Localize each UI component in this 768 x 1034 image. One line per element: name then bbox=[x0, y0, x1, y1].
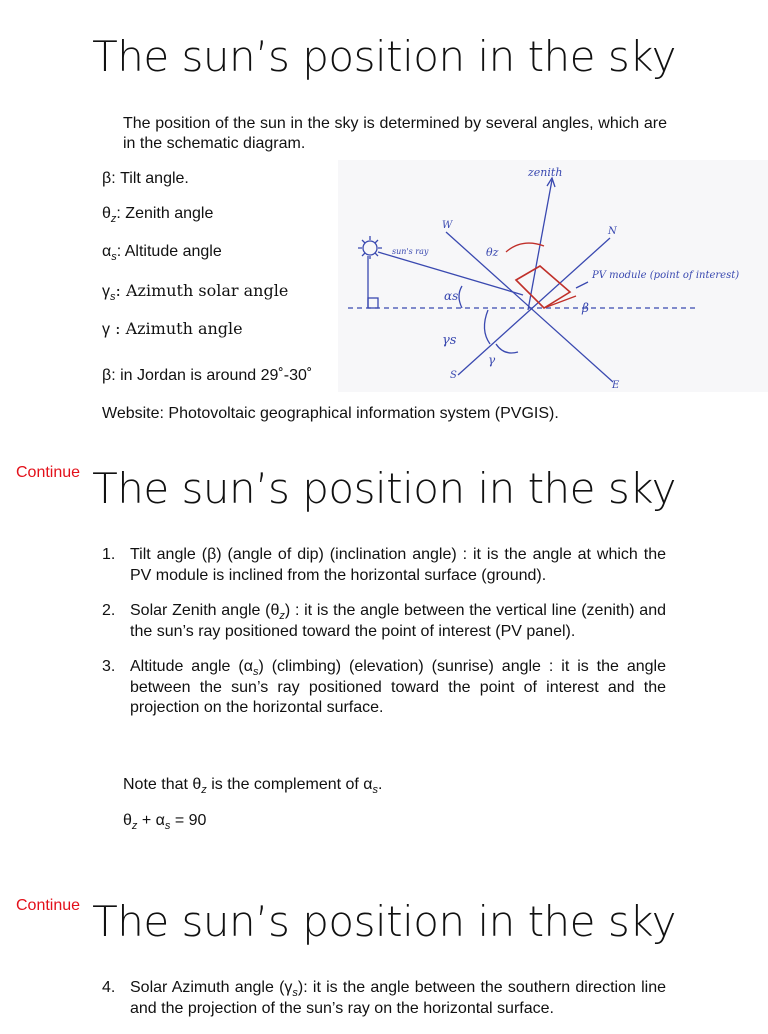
schematic-diagram-svg bbox=[338, 160, 768, 392]
angle-definition-list-continued bbox=[102, 978, 666, 1034]
equation-text: + α bbox=[137, 812, 165, 829]
subscript: s bbox=[164, 820, 171, 832]
definition-text: : Tilt angle. bbox=[111, 170, 189, 187]
pv-module-label: PV module (point of interest) bbox=[592, 270, 740, 281]
website-note: Website: Photovoltaic geographical information system (PVGIS). bbox=[102, 405, 559, 422]
note-text: is the complement of α bbox=[206, 776, 373, 793]
subscript: z bbox=[131, 820, 138, 832]
list-item bbox=[102, 601, 666, 642]
item-number: 4. bbox=[102, 979, 116, 996]
subscript: s bbox=[110, 291, 116, 303]
definition-text: : Zenith angle bbox=[116, 205, 214, 222]
continue-label: Continue bbox=[16, 464, 81, 481]
equation-text: = 90 bbox=[170, 812, 207, 829]
definition-text: : Azimuth solar angle bbox=[115, 281, 289, 300]
subscript: z bbox=[110, 213, 117, 225]
zenith-label: zenith bbox=[528, 166, 563, 179]
slide1-title: The sun’s position in the sky bbox=[92, 32, 676, 81]
west-label: W bbox=[442, 220, 453, 231]
beta-symbol: β bbox=[102, 170, 112, 187]
theta-label: θz bbox=[486, 246, 499, 259]
subscript: z bbox=[201, 784, 207, 796]
item-number: 3. bbox=[102, 658, 116, 675]
definition-azimuth-solar bbox=[102, 281, 288, 301]
item-number: 2. bbox=[102, 602, 116, 619]
equation-text: θ bbox=[123, 812, 132, 829]
item-text: ): it is the angle between the southern direction line and the projection of the sun’s ray on the horizontal surface. bbox=[130, 979, 667, 1017]
item-text: Tilt angle (β) (angle of dip) (inclination angle) : it is the angle at which the PV module is inclined from the horizontal surface (ground). bbox=[130, 546, 666, 584]
item-text: Solar Azimuth angle (γ bbox=[130, 979, 293, 996]
sun-ray-label: sun's ray bbox=[392, 247, 429, 256]
complement-note bbox=[123, 776, 383, 794]
definition-altitude bbox=[102, 243, 222, 261]
definition-azimuth bbox=[102, 319, 243, 339]
definition-text: : Altitude angle bbox=[116, 243, 222, 260]
gamma-s-label: γs bbox=[442, 333, 457, 348]
item-text: Altitude angle (α bbox=[130, 658, 253, 675]
definition-tilt bbox=[102, 170, 189, 188]
subscript: s bbox=[372, 784, 379, 796]
subscript: z bbox=[279, 610, 285, 622]
gamma-symbol: γ bbox=[102, 283, 110, 300]
list-item bbox=[102, 545, 666, 586]
list-item bbox=[102, 657, 666, 719]
east-label: E bbox=[612, 380, 620, 391]
item-text: ) (climbing) (elevation) (sunrise) angle : it is the angle between the sun’s ray positioned toward the point of interest and the projection on the horizontal surface. bbox=[130, 658, 667, 716]
subscript: s bbox=[252, 666, 259, 678]
definition-text: : Azimuth angle bbox=[110, 319, 243, 338]
slide2-title: The sun’s position in the sky bbox=[92, 464, 676, 513]
item-text: ) : it is the angle between the vertical line (zenith) and the sun’s ray positioned toward the point of interest (PV panel). bbox=[130, 602, 667, 640]
angle-equation bbox=[123, 812, 206, 830]
alpha-symbol: α bbox=[102, 243, 112, 260]
south-label: S bbox=[450, 370, 457, 381]
gamma-symbol: γ bbox=[102, 321, 110, 338]
angle-definition-list bbox=[102, 545, 666, 734]
alpha-label: αs bbox=[444, 289, 459, 303]
note-text: . bbox=[378, 776, 383, 793]
continue-label: Continue bbox=[16, 897, 81, 914]
note-text: Note that θ bbox=[123, 776, 202, 793]
list-item bbox=[102, 978, 666, 1019]
schematic-diagram bbox=[338, 160, 768, 392]
gamma-label: γ bbox=[488, 353, 496, 367]
beta-label: β bbox=[582, 301, 589, 315]
theta-symbol: θ bbox=[102, 205, 111, 222]
slide3-title: The sun’s position in the sky bbox=[92, 897, 676, 946]
item-text: Solar Zenith angle (θ bbox=[130, 602, 280, 619]
definition-zenith bbox=[102, 205, 213, 223]
jordan-note: β: in Jordan is around 29˚-30˚ bbox=[102, 367, 313, 384]
subscript: s bbox=[111, 251, 117, 263]
slide1-intro: The position of the sun in the sky is determined by several angles, which are in the schematic diagram. bbox=[123, 115, 667, 152]
item-number: 1. bbox=[102, 546, 116, 563]
north-label: N bbox=[608, 226, 617, 237]
subscript: s bbox=[292, 987, 298, 999]
